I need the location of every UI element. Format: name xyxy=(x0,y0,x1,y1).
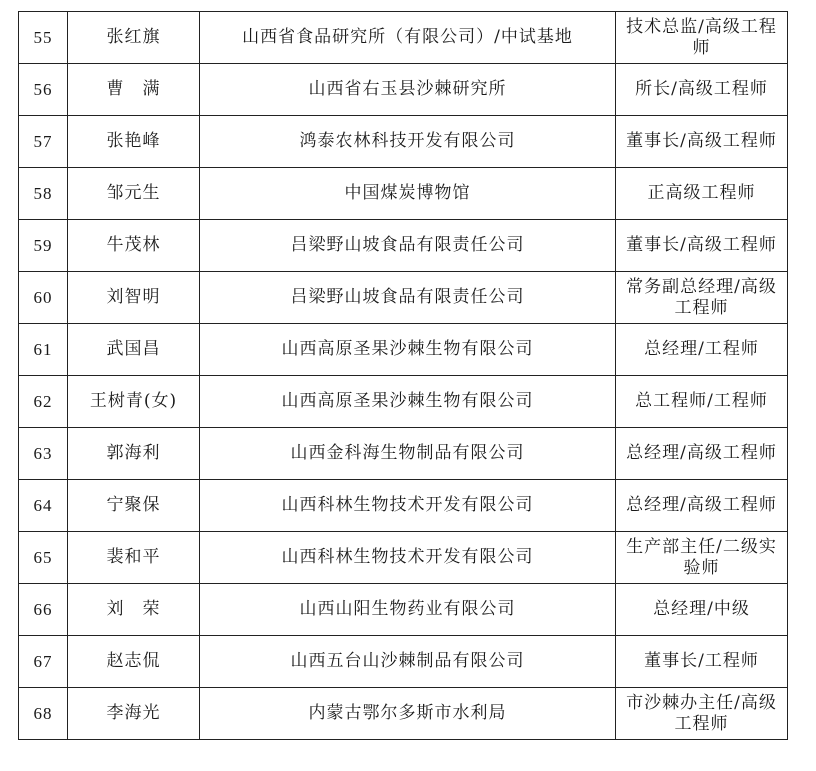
name-cell: 赵志侃 xyxy=(68,636,200,688)
table-row xyxy=(19,168,788,220)
position-title-cell: 技术总监/高级工程师 xyxy=(616,12,788,64)
name-cell: 李海光 xyxy=(68,688,200,740)
name-cell: 曹 满 xyxy=(68,64,200,116)
table-row xyxy=(19,272,788,324)
name-cell: 裴和平 xyxy=(68,532,200,584)
position-title-cell: 董事长/高级工程师 xyxy=(616,220,788,272)
table-row xyxy=(19,428,788,480)
position-title-cell: 市沙棘办主任/高级工程师 xyxy=(616,688,788,740)
organization-cell: 山西金科海生物制品有限公司 xyxy=(200,428,616,480)
table-row xyxy=(19,532,788,584)
table-row xyxy=(19,12,788,64)
row-number-cell: 58 xyxy=(19,168,68,220)
table-row xyxy=(19,116,788,168)
position-title-cell: 董事长/高级工程师 xyxy=(616,116,788,168)
row-number-cell: 55 xyxy=(19,12,68,64)
position-title-cell: 董事长/工程师 xyxy=(616,636,788,688)
name-cell: 刘智明 xyxy=(68,272,200,324)
organization-cell: 内蒙古鄂尔多斯市水利局 xyxy=(200,688,616,740)
organization-cell: 中国煤炭博物馆 xyxy=(200,168,616,220)
name-cell: 牛茂林 xyxy=(68,220,200,272)
row-number-cell: 60 xyxy=(19,272,68,324)
table-row xyxy=(19,64,788,116)
row-number-cell: 61 xyxy=(19,324,68,376)
name-cell: 武国昌 xyxy=(68,324,200,376)
row-number-cell: 62 xyxy=(19,376,68,428)
name-cell: 刘 荣 xyxy=(68,584,200,636)
table-row xyxy=(19,688,788,740)
name-cell: 张艳峰 xyxy=(68,116,200,168)
name-cell: 张红旗 xyxy=(68,12,200,64)
row-number-cell: 64 xyxy=(19,480,68,532)
organization-cell: 山西五台山沙棘制品有限公司 xyxy=(200,636,616,688)
organization-cell: 山西科林生物技术开发有限公司 xyxy=(200,532,616,584)
position-title-cell: 总经理/高级工程师 xyxy=(616,428,788,480)
position-title-cell: 总经理/高级工程师 xyxy=(616,480,788,532)
name-cell: 宁聚保 xyxy=(68,480,200,532)
organization-cell: 山西高原圣果沙棘生物有限公司 xyxy=(200,324,616,376)
name-cell: 郭海利 xyxy=(68,428,200,480)
organization-cell: 吕梁野山坡食品有限责任公司 xyxy=(200,272,616,324)
name-cell: 邹元生 xyxy=(68,168,200,220)
row-number-cell: 57 xyxy=(19,116,68,168)
position-title-cell: 总经理/工程师 xyxy=(616,324,788,376)
position-title-cell: 生产部主任/二级实验师 xyxy=(616,532,788,584)
row-number-cell: 59 xyxy=(19,220,68,272)
organization-cell: 山西省食品研究所（有限公司）/中试基地 xyxy=(200,12,616,64)
organization-cell: 吕梁野山坡食品有限责任公司 xyxy=(200,220,616,272)
organization-cell: 山西高原圣果沙棘生物有限公司 xyxy=(200,376,616,428)
row-number-cell: 63 xyxy=(19,428,68,480)
row-number-cell: 65 xyxy=(19,532,68,584)
row-number-cell: 66 xyxy=(19,584,68,636)
row-number-cell: 56 xyxy=(19,64,68,116)
table-row xyxy=(19,324,788,376)
organization-cell: 鸿泰农林科技开发有限公司 xyxy=(200,116,616,168)
row-number-cell: 67 xyxy=(19,636,68,688)
table-row xyxy=(19,584,788,636)
table-row xyxy=(19,220,788,272)
position-title-cell: 常务副总经理/高级工程师 xyxy=(616,272,788,324)
roster-table xyxy=(18,11,788,740)
table-row xyxy=(19,376,788,428)
position-title-cell: 正高级工程师 xyxy=(616,168,788,220)
organization-cell: 山西科林生物技术开发有限公司 xyxy=(200,480,616,532)
position-title-cell: 总经理/中级 xyxy=(616,584,788,636)
row-number-cell: 68 xyxy=(19,688,68,740)
position-title-cell: 总工程师/工程师 xyxy=(616,376,788,428)
organization-cell: 山西山阳生物药业有限公司 xyxy=(200,584,616,636)
name-cell: 王树青(女) xyxy=(68,376,200,428)
table-row xyxy=(19,636,788,688)
table-row xyxy=(19,480,788,532)
roster-table-body xyxy=(19,12,788,740)
organization-cell: 山西省右玉县沙棘研究所 xyxy=(200,64,616,116)
position-title-cell: 所长/高级工程师 xyxy=(616,64,788,116)
